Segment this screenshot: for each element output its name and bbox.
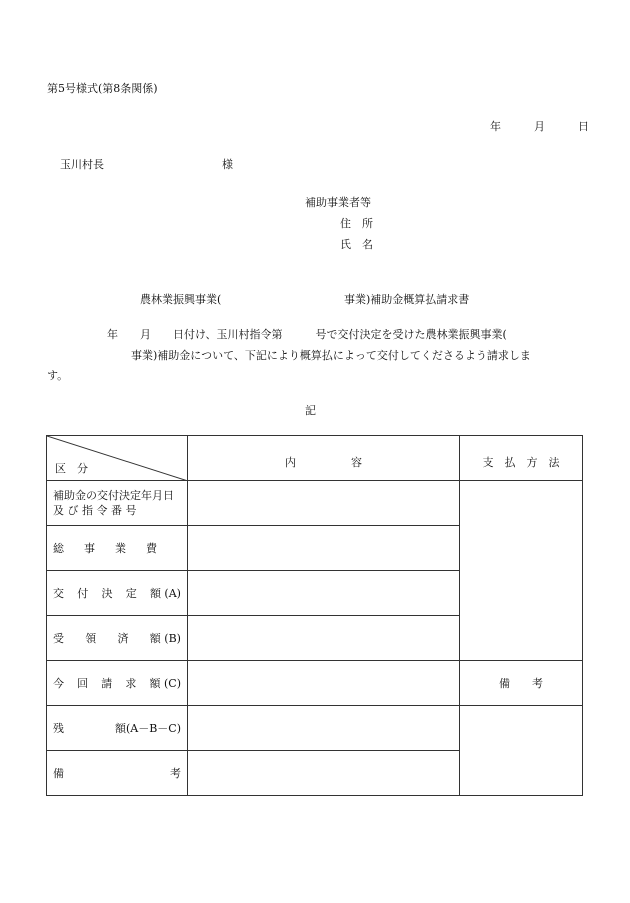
content-cell[interactable] [188,751,460,796]
date-year: 年 [490,120,501,133]
row-label-balance: 残 額(A－B－C) [47,706,188,751]
payment-header: 支 払 方 法 [460,436,583,481]
row-label-decision-a: 補助金の交付決定年月日 [53,489,174,502]
row-label-received-amount: 受 領 済 額 (B) [47,616,188,661]
date-month: 月 [534,120,545,133]
row-label-decision-amount: 交 付 決 定 額 (A) [47,571,188,616]
content-cell[interactable] [188,571,460,616]
content-cell[interactable] [188,526,460,571]
row-label-request-amount: 今 回 請 求 額 (C) [47,661,188,706]
category-header-cell [47,436,188,481]
date-day: 日 [578,120,589,133]
category-header: 区 分 [55,462,88,475]
addressee: 玉川村長 [60,158,104,171]
table-header-row [47,436,583,481]
ki-heading: 記 [305,404,316,417]
row-label-remarks: 備 考 [47,751,188,796]
honorific: 様 [222,158,233,171]
applicant-label: 補助事業者等 [305,196,371,209]
table-row [47,661,583,706]
body-line-3: す。 [47,369,69,382]
document-title-left: 農林業振興事業( [140,293,222,306]
remarks-cell[interactable] [460,706,583,796]
row-label-decision [47,481,188,526]
content-header: 内 容 [188,436,460,481]
name-label: 氏 名 [340,238,373,251]
content-cell[interactable] [188,616,460,661]
table-row [47,481,583,526]
content-cell[interactable] [188,481,460,526]
form-number: 第5号様式(第8条関係) [47,82,158,95]
remarks-header: 備 考 [460,661,583,706]
request-table [46,435,583,796]
payment-method-cell[interactable] [460,481,583,661]
date-line [490,118,589,134]
address-label: 住 所 [340,217,373,230]
row-label-decision-b: 及 び 指 令 番 号 [53,504,137,517]
body-line-1: 年 月 日付け、玉川村指令第 号で交付決定を受けた農林業振興事業( [107,328,507,341]
row-label-total-cost: 総 事 業 費 [47,526,188,571]
document-title-right: 事業)補助金概算払請求書 [344,293,470,306]
body-line-2: 事業)補助金について、下記により概算払によって交付してくださるよう請求しま [131,349,531,362]
content-cell[interactable] [188,661,460,706]
content-cell[interactable] [188,706,460,751]
table-row [47,706,583,751]
